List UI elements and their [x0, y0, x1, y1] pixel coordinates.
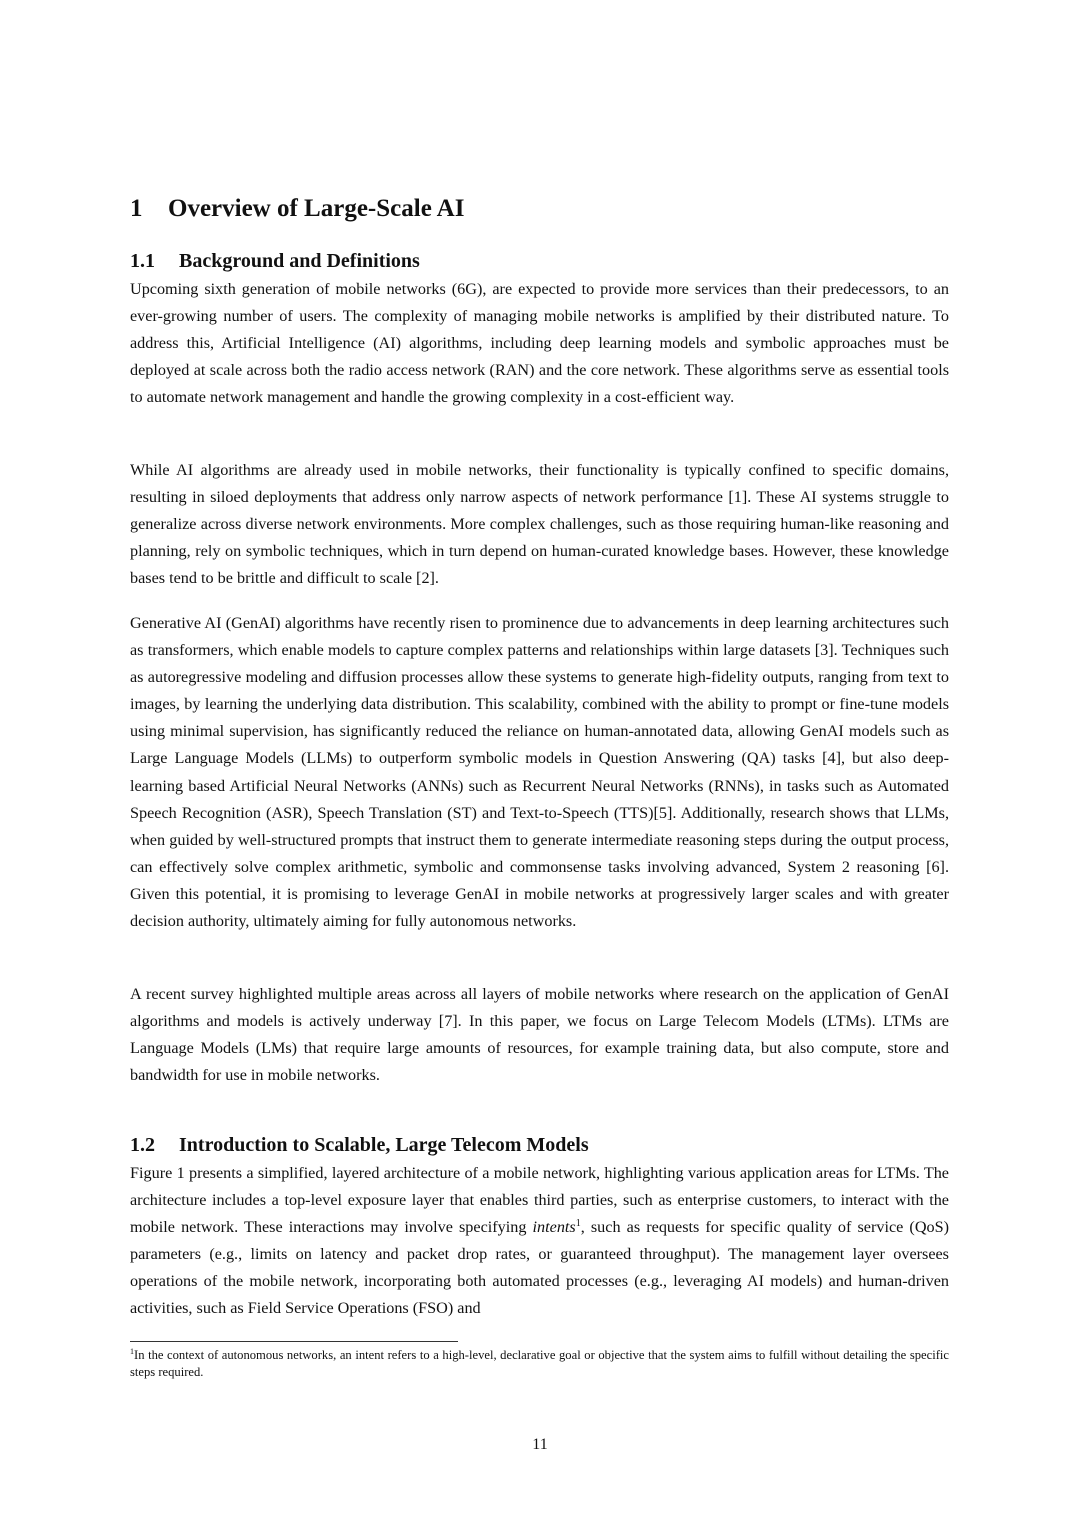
paragraph-background-3: Generative AI (GenAI) algorithms have recently risen to prominence due to advancements in deep learning architectures such as transformers, which enable models to capture complex patterns and relationships within large datasets [3]. Techniques such as autoregressive modeling and diffusion processes allow these systems to generate high-fidelity outputs, ranging from text to images, by learning the underlying data distribution. This scalability, combined with the ability to prompt or fine-tune models using minimal supervision, has significantly reduced the reliance on human-annotated data, allowing GenAI models such as Large Language Models (LLMs) to outperform symbolic models in Question Answering (QA) tasks [4], but also deep-learning based Artificial Neural Networks (ANNs) such as Recurrent Neural Networks (RNNs), in tasks such as Automated Speech Recognition (ASR), Speech Translation (ST) and Text-to-Speech (TTS)[5]. Additionally, research shows that LLMs, when guided by well-structured prompts that instruct them to generate intermediate reasoning steps during the output process, can effectively solve complex arithmetic, symbolic and commonsense tasks involving advanced, System 2 reasoning [6]. Given this potential, it is promising to leverage GenAI in mobile networks at progressively larger scales and with greater decision authority, ultimately aiming for fully autonomous networks.: [130, 614, 949, 931]
section-title: Overview of Large-Scale AI: [168, 195, 465, 222]
footnote-divider: [130, 1341, 458, 1342]
footnote: [130, 1347, 949, 1381]
paragraph-background-4: A recent survey highlighted multiple areas across all layers of mobile networks where research on the application of GenAI algorithms and models is actively underway [7]. In this paper, we focus on Large Telecom Models (LTMs). LTMs are Language Models (LMs) that require large amounts of resources, for example training data, but also compute, store and bandwidth for use in mobile networks.: [130, 985, 949, 1085]
footnote-mark: 1: [130, 1347, 134, 1356]
subsection-title: Background and Definitions: [179, 250, 420, 272]
emphasized-term: intents: [532, 1218, 576, 1237]
section-number: 1: [130, 195, 143, 222]
paragraph-text: , such as requests for specific quality of service (QoS) parameters (e.g., limits on latency and packet drop rates, or guaranteed throughput). The management layer oversees operations of the mobile network, incorporating both automated processes (e.g., leveraging AI models) and human-driven activities, such as Field Service Operations (FSO) and: [130, 1218, 949, 1318]
page-number: 11: [532, 1436, 548, 1453]
subsection-heading-1-2: [130, 1132, 589, 1158]
subsection-heading-1-1: [130, 248, 420, 274]
section-heading: [130, 193, 464, 225]
paragraph-text: Figure 1 presents a simplified, layered architecture of a mobile network, highlighting various application areas for LTMs. The architecture includes a top-level exposure layer that enables third parties, such as enterprise customers, to interact with the mobile network. These interactions may involve specifying: [130, 1164, 949, 1237]
paragraph-background-2: While AI algorithms are already used in mobile networks, their functionality is typically confined to specific domains, resulting in siloed deployments that address only narrow aspects of network performance [1]. These AI systems struggle to generalize across diverse network environments. More complex challenges, such as those requiring human-like reasoning and planning, rely on symbolic techniques, which in turn depend on human-curated knowledge bases. However, these knowledge bases tend to be brittle and difficult to scale [2].: [130, 461, 949, 588]
paragraph-ltm-intro: [130, 1160, 949, 1323]
subsection-number: 1.2: [130, 1134, 155, 1156]
footnote-text: In the context of autonomous networks, an intent refers to a high-level, declarative goal or objective that the system aims to fulfill without detailing the specific steps required.: [130, 1348, 949, 1379]
paragraph-background-1: Upcoming sixth generation of mobile networks (6G), are expected to provide more services than their predecessors, to an ever-growing number of users. The complexity of managing mobile networks is amplified by their distributed nature. To address this, Artificial Intelligence (AI) algorithms, including deep learning models and symbolic approaches must be deployed at scale across both the radio access network (RAN) and the core network. These algorithms serve as essential tools to automate network management and handle the growing complexity in a cost-efficient way.: [130, 280, 949, 407]
subsection-number: 1.1: [130, 250, 155, 272]
footnote-ref[interactable]: 1: [575, 1218, 581, 1230]
subsection-title: Introduction to Scalable, Large Telecom Models: [179, 1134, 589, 1156]
